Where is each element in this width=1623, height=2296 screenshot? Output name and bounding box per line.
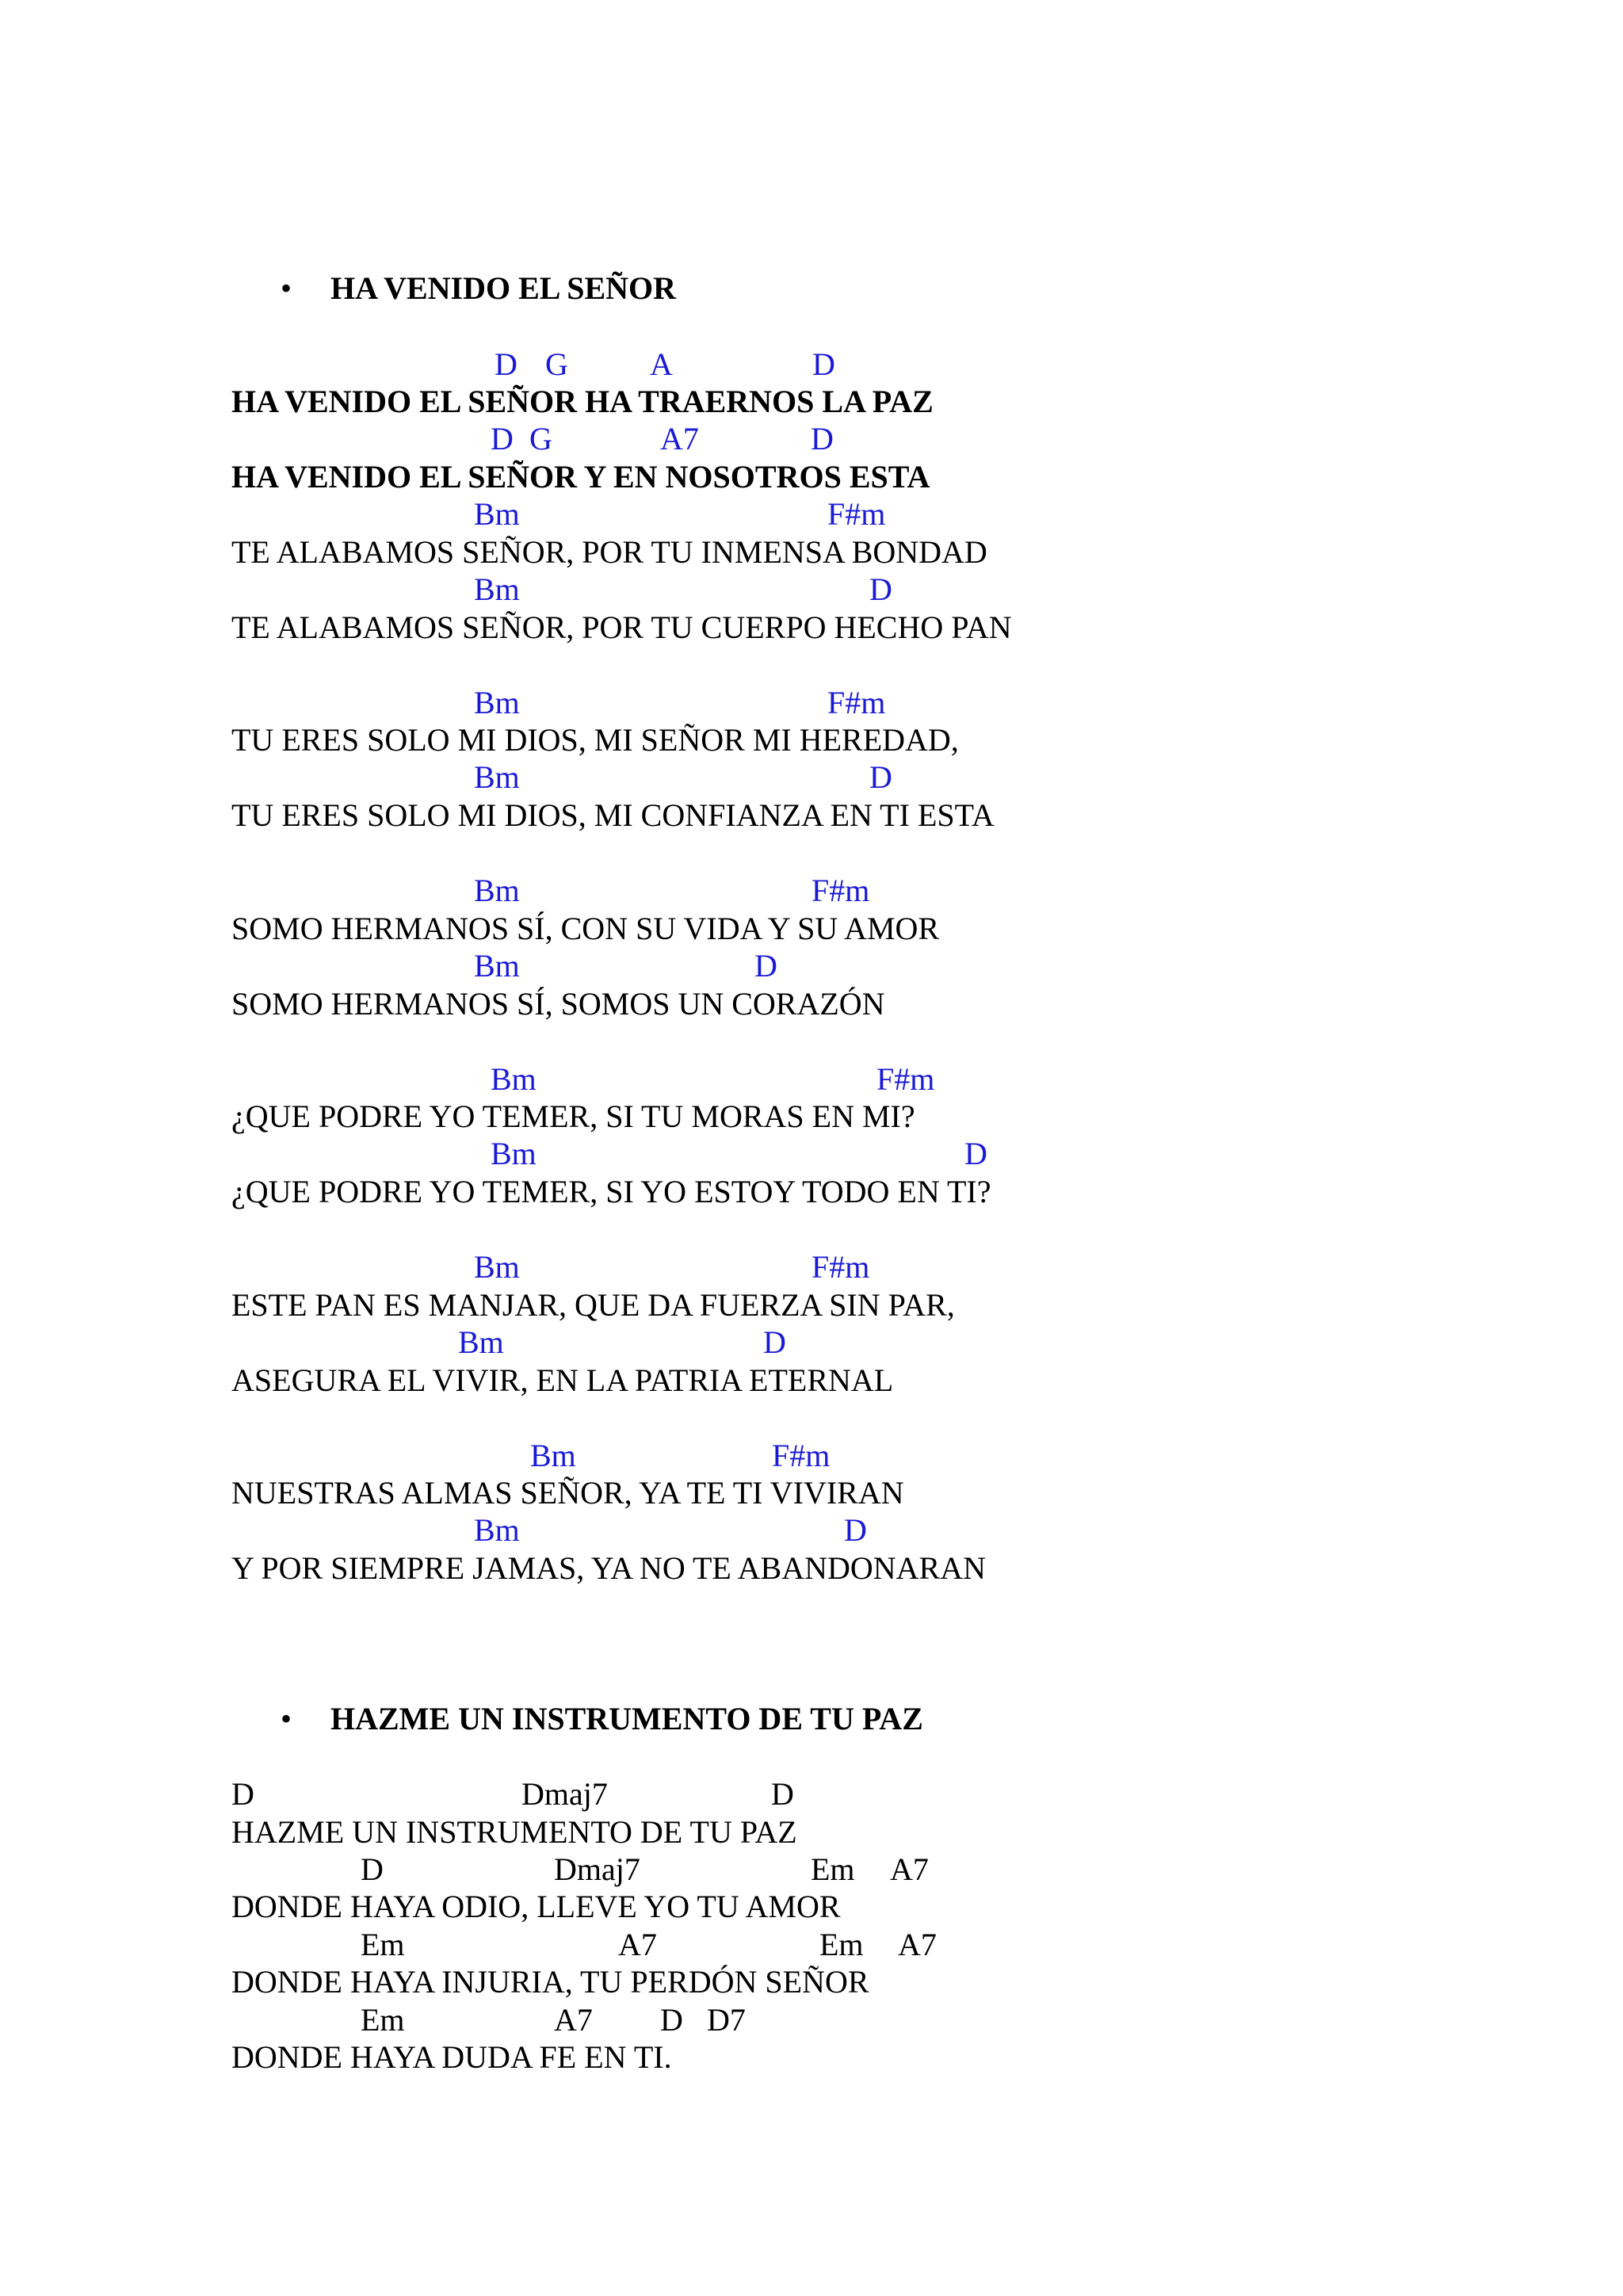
chord: D (964, 1136, 987, 1171)
chord: A7 (618, 1927, 657, 1962)
lyric-line: DONDE HAYA INJURIA, TU PERDÓN SEÑOR (231, 1964, 869, 2000)
lyric-line: TU ERES SOLO MI DIOS, MI SEÑOR MI HEREDAD, (231, 722, 959, 758)
lyric-line: HA VENIDO EL SEÑOR Y EN NOSOTROS ESTA (231, 459, 930, 495)
chord-line (231, 1060, 1420, 1098)
chord: Bm (474, 873, 520, 908)
lyric-line: DONDE HAYA ODIO, LLEVE YO TU AMOR (231, 1889, 841, 1924)
chord-line (231, 420, 1420, 458)
chord-line (231, 684, 1420, 722)
bullet-icon: • (281, 270, 292, 306)
chord: D (812, 346, 835, 382)
chord-line (231, 1324, 1420, 1362)
chord-line (231, 872, 1420, 910)
song-title: HAZME UN INSTRUMENTO DE TU PAZ (330, 1701, 923, 1736)
chord: D (754, 948, 777, 984)
chord: F#m (772, 1438, 831, 1473)
chord: Dmaj7 (521, 1776, 608, 1812)
chord: A7 (554, 2002, 593, 2038)
chord: Bm (474, 759, 520, 795)
chord: Bm (474, 496, 520, 532)
lyric-line: TE ALABAMOS SEÑOR, POR TU CUERPO HECHO PAN (231, 609, 1012, 645)
chord: D (811, 421, 834, 457)
chord: Bm (474, 571, 520, 607)
chord: D (660, 2002, 683, 2038)
chord-line (231, 346, 1420, 384)
chord: Bm (491, 1136, 537, 1171)
chord: Em (811, 1851, 855, 1887)
lyric-line: ¿QUE PODRE YO TEMER, SI TU MORAS EN MI? (231, 1098, 915, 1134)
chord: Bm (474, 948, 520, 984)
chord: Em (819, 1927, 864, 1962)
chord-line (231, 2001, 1420, 2039)
bullet-icon: • (281, 1701, 292, 1736)
chord: Bm (474, 1512, 520, 1548)
chord: Bm (474, 685, 520, 720)
chord: D (231, 1776, 254, 1812)
chord: D (844, 1512, 867, 1548)
chord: F#m (827, 685, 886, 720)
lyric-line: Y POR SIEMPRE JAMAS, YA NO TE ABANDONARAN (231, 1550, 986, 1586)
chord: D (869, 571, 892, 607)
chord: F#m (812, 1249, 870, 1285)
chord: Bm (458, 1324, 504, 1360)
chord-line (231, 758, 1420, 797)
chord-line (231, 1248, 1420, 1286)
chord: A7 (898, 1927, 937, 1962)
lyric-line: HAZME UN INSTRUMENTO DE TU PAZ (231, 1814, 797, 1850)
chord-line (231, 1511, 1420, 1549)
chord: D (361, 1851, 384, 1887)
chord: D (763, 1324, 786, 1360)
chord: F#m (876, 1061, 935, 1097)
lyric-line: NUESTRAS ALMAS SEÑOR, YA TE TI VIVIRAN (231, 1475, 904, 1511)
chord: D (869, 759, 892, 795)
chord-line (231, 571, 1420, 609)
chord-line (231, 1135, 1420, 1173)
chord: A7 (660, 421, 699, 457)
chord: D (771, 1776, 794, 1812)
chord: F#m (812, 873, 870, 908)
lyric-line: DONDE HAYA DUDA FE EN TI. (231, 2039, 672, 2075)
chord: F#m (827, 496, 886, 532)
chord-line (231, 1926, 1420, 1964)
chord: Bm (530, 1438, 576, 1473)
chord: A7 (890, 1851, 929, 1887)
chord: Bm (491, 1061, 537, 1097)
chord: Em (361, 2002, 405, 2038)
chord-line (231, 1775, 1420, 1813)
lyric-line: SOMO HERMANOS SÍ, SOMOS UN CORAZÓN (231, 986, 885, 1022)
lyric-line: ASEGURA EL VIVIR, EN LA PATRIA ETERNAL (231, 1362, 894, 1398)
lyric-line: TU ERES SOLO MI DIOS, MI CONFIANZA EN TI ESTA (231, 797, 995, 833)
chord: G (545, 346, 568, 382)
lyric-line: ESTE PAN ES MANJAR, QUE DA FUERZA SIN PAR, (231, 1287, 955, 1323)
song-title: HA VENIDO EL SEÑOR (330, 270, 677, 306)
chord: Bm (474, 1249, 520, 1285)
chord-line (231, 947, 1420, 985)
chord: D (495, 346, 517, 382)
lyric-line: HA VENIDO EL SEÑOR HA TRAERNOS LA PAZ (231, 384, 934, 419)
chord: D7 (707, 2002, 746, 2038)
chord-line (231, 1851, 1420, 1889)
chord: A (650, 346, 673, 382)
chord-line (231, 495, 1420, 533)
chord: Dmaj7 (554, 1851, 640, 1887)
lyric-line: SOMO HERMANOS SÍ, CON SU VIDA Y SU AMOR (231, 911, 940, 946)
lyric-line: TE ALABAMOS SEÑOR, POR TU INMENSA BONDAD (231, 534, 987, 570)
lyric-line: ¿QUE PODRE YO TEMER, SI YO ESTOY TODO EN TI? (231, 1174, 991, 1209)
chord: G (529, 421, 552, 457)
chord: Em (361, 1927, 405, 1962)
chord-line (231, 1437, 1420, 1475)
chord: D (491, 421, 514, 457)
